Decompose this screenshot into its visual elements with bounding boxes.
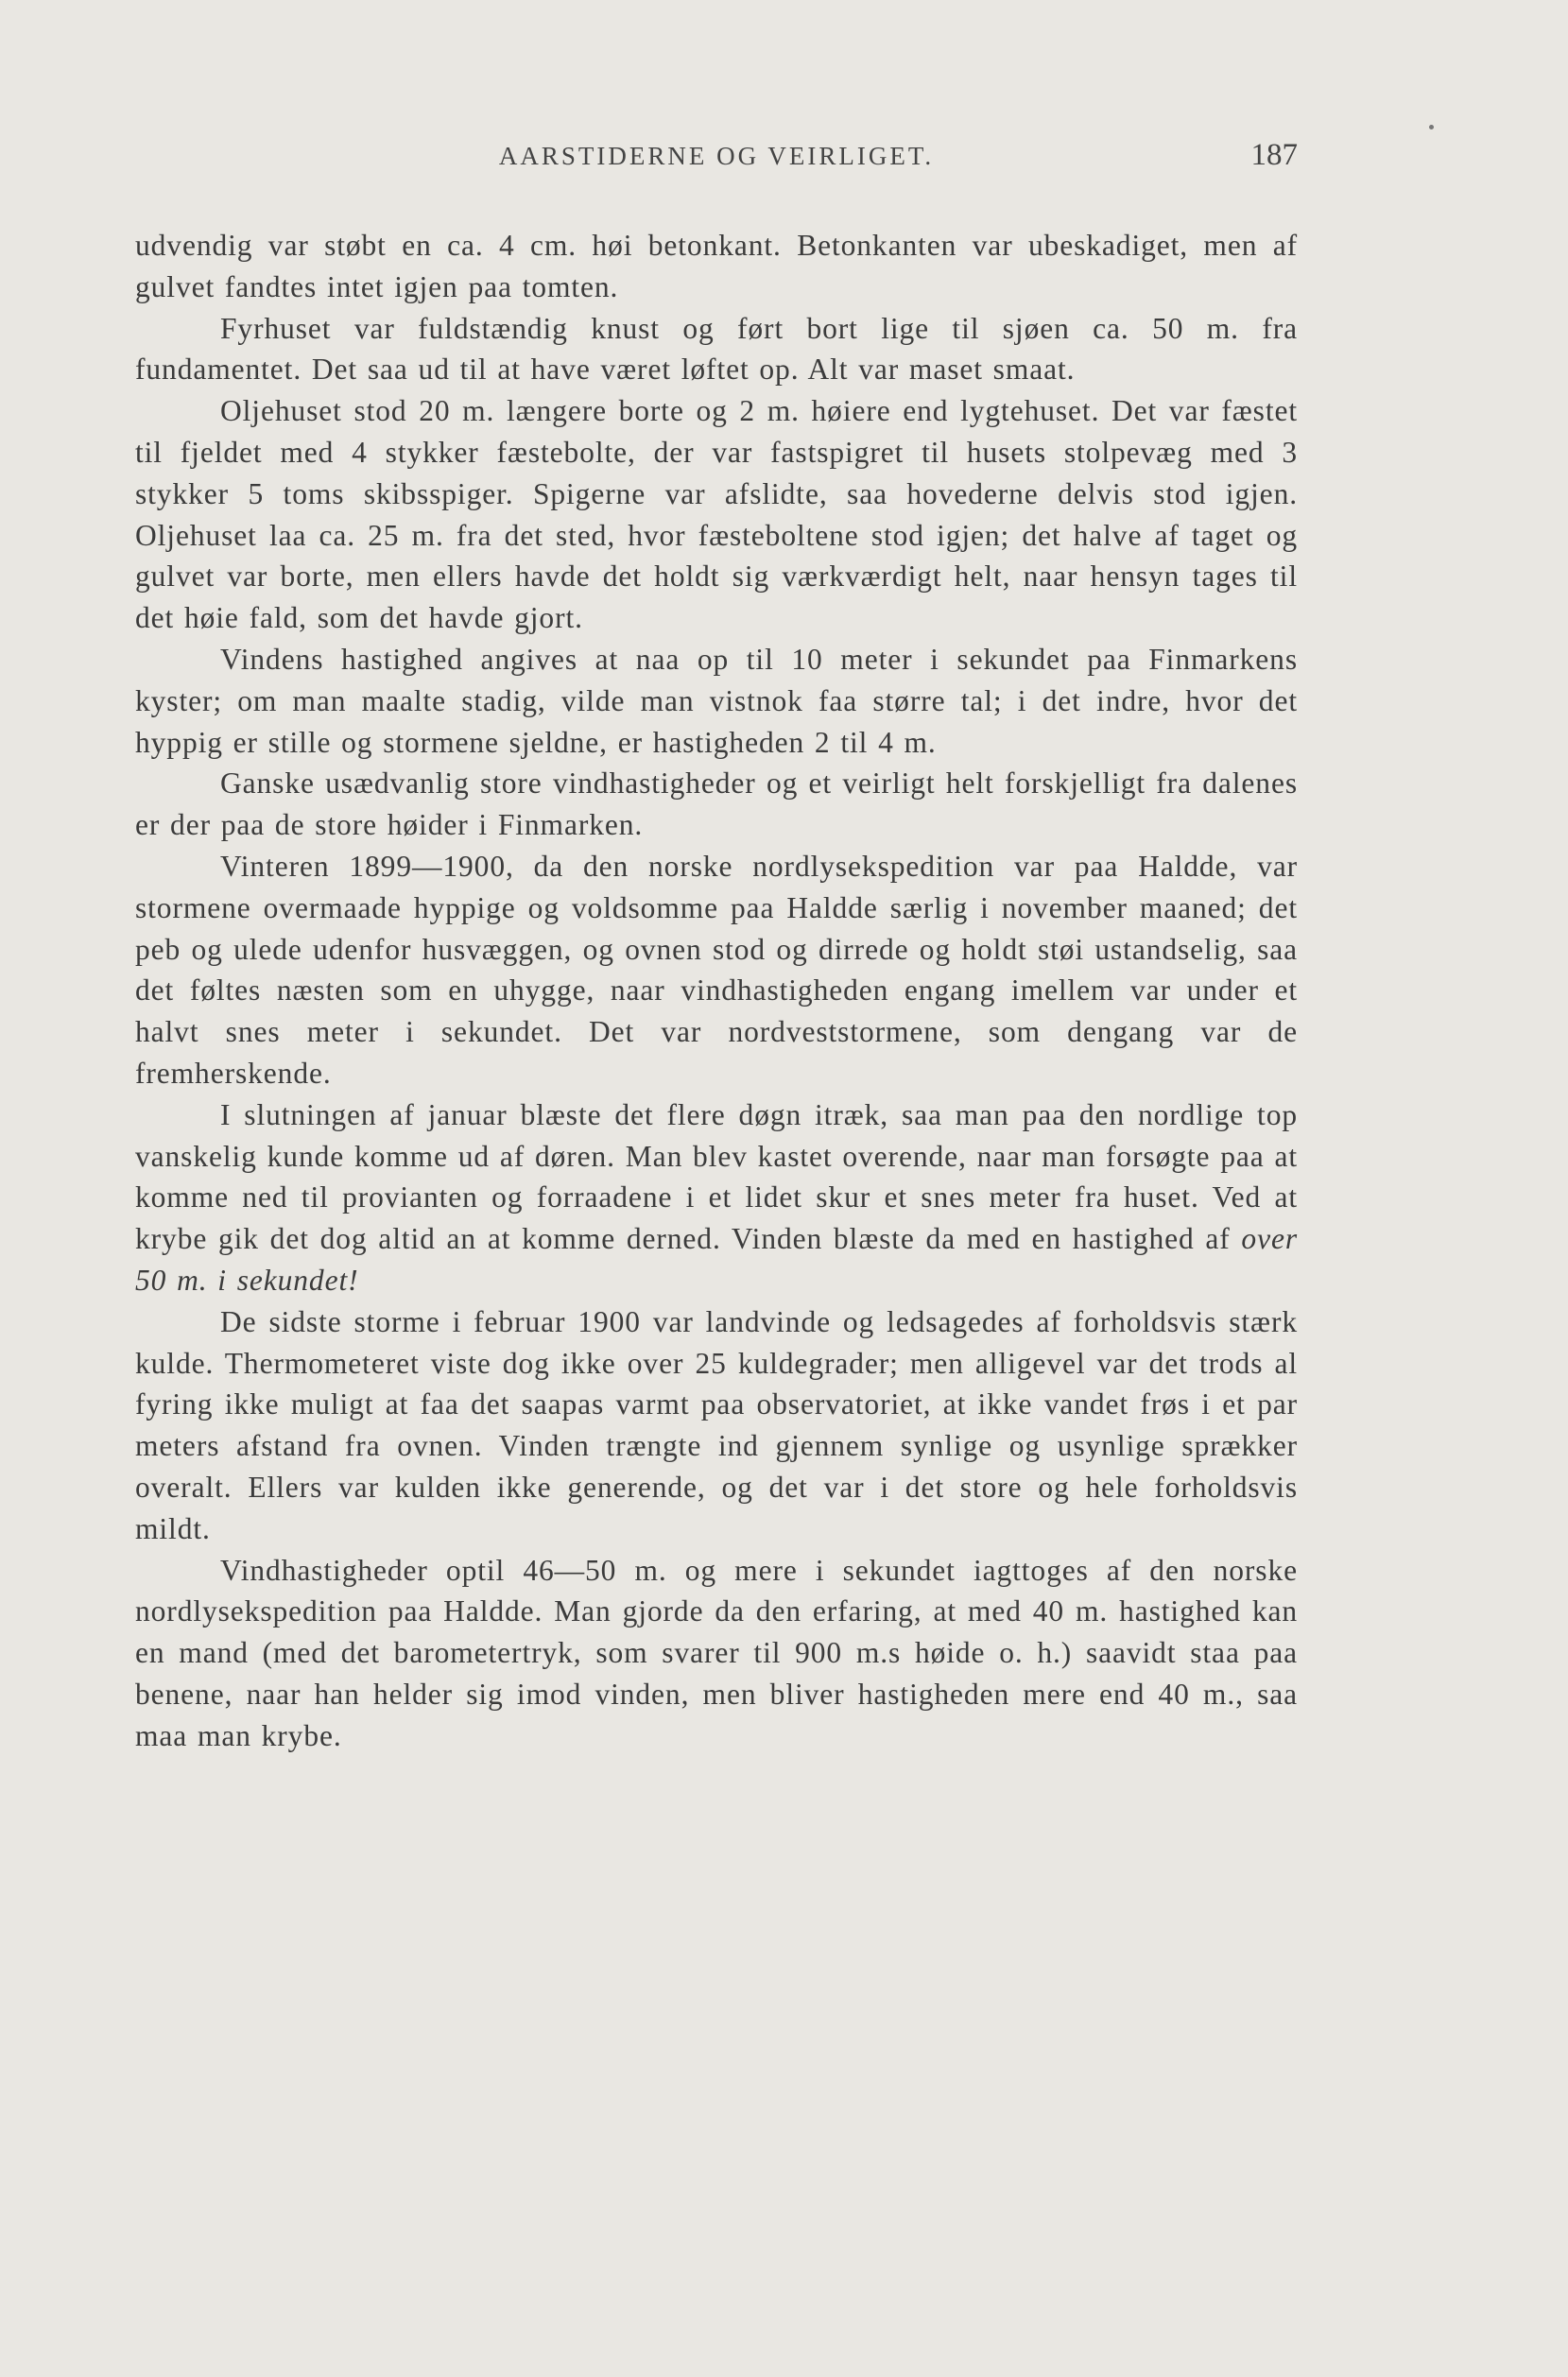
ink-speck [1429, 125, 1434, 129]
paragraph-slutningen-text: I slutningen af januar blæste det flere døgn itræk, saa man paa den nordlige top vanskelig kunde komme ud af døren. Man blev kastet overende, naar man forsøgte paa at komme ned til provianten og forraadene i et lidet skur et snes meter fra huset. Ved at krybe gik det dog altid an at komme derned. Vinden blæste da med en hastighed af [135, 1097, 1298, 1256]
emphasis-text: over 50 m. i sekundet! [135, 1222, 1298, 1297]
body-text [135, 225, 1298, 1756]
paragraph-oljehuset: Oljehuset stod 20 m. længere borte og 2 m. høiere end lygtehuset. Det var fæstet til fjeldet med 4 stykker fæstebolte, der var fastspigret til husets stolpevæg med 3 stykker 5 toms skibsspiger. Spigerne var afslidte, saa hovederne delvis stod igjen. Oljehuset laa ca. 25 m. fra det sted, hvor fæsteboltene stod igjen; det halve af taget og gulvet var borte, men ellers havde det holdt sig værkværdigt helt, naar hensyn tages til det høie fald, som det havde gjort. [135, 394, 1298, 635]
paragraph-vinteren: Vinteren 1899—1900, da den norske nordlysekspedition var paa Haldde, var stormene overmaade hyppige og voldsomme paa Haldde særlig i november maaned; det peb og ulede udenfor husvæggen, og ovnen stod og dirrede og holdt støi ustandselig, saa det føltes næsten som en uhygge, naar vindhastigheden engang imellem var under et halvt snes meter i sekundet. Det var nordveststormene, som dengang var de fremherskende. [135, 849, 1298, 1090]
paragraph-continued: udvendig var støbt en ca. 4 cm. høi betonkant. Betonkanten var ubeskadiget, men af gulvet fandtes intet igjen paa tomten. [135, 229, 1298, 303]
paragraph-fyrhuset: Fyrhuset var fuldstændig knust og ført bort lige til sjøen ca. 50 m. fra fundamentet. Det saa ud til at have været løftet op. Alt var maset smaat. [135, 311, 1298, 387]
paragraph-vindhastigheder: Vindhastigheder optil 46—50 m. og mere i sekundet iagttoges af den norske nordlysekspedition paa Haldde. Man gjorde da den erfaring, at med 40 m. hastighed kan en mand (med det barometertryk, som svarer til 900 m.s høide o. h.) saavidt staa paa benene, naar han helder sig imod vinden, men bliver hastigheden mere end 40 m., saa maa man krybe. [135, 1553, 1298, 1752]
paragraph-sidste-storme: De sidste storme i februar 1900 var landvinde og ledsagedes af forholdsvis stærk kulde. Thermometeret viste dog ikke over 25 kuldegrader; men alligevel var det trods al fyring ikke muligt at faa det saapas varmt paa observatoriet, at ikke vandet frøs i et par meters afstand fra ovnen. Vinden trængte ind gjennem synlige og usynlige sprækker overalt. Ellers var kulden ikke generende, og det var i det store og hele forholdsvis mildt. [135, 1304, 1298, 1545]
page-number: 187 [1250, 138, 1298, 172]
paragraph-ganske-usaedvanlig: Ganske usædvanlig store vindhastigheder og et veirligt helt forskjelligt fra dalenes er der paa de store høider i Finmarken. [135, 766, 1298, 842]
page-header [135, 138, 1298, 189]
running-title: AARSTIDERNE OG VEIRLIGET. [498, 142, 935, 170]
paragraph-vindens-hastighed: Vindens hastighed angives at naa op til 10 meter i sekundet paa Finmarkens kyster; om man maalte stadig, vilde man vistnok faa større tal; i det indre, hvor det hyppig er stille og stormene sjeldne, er hastigheden 2 til 4 m. [135, 642, 1298, 759]
paragraph-slutningen [135, 1094, 1298, 1301]
